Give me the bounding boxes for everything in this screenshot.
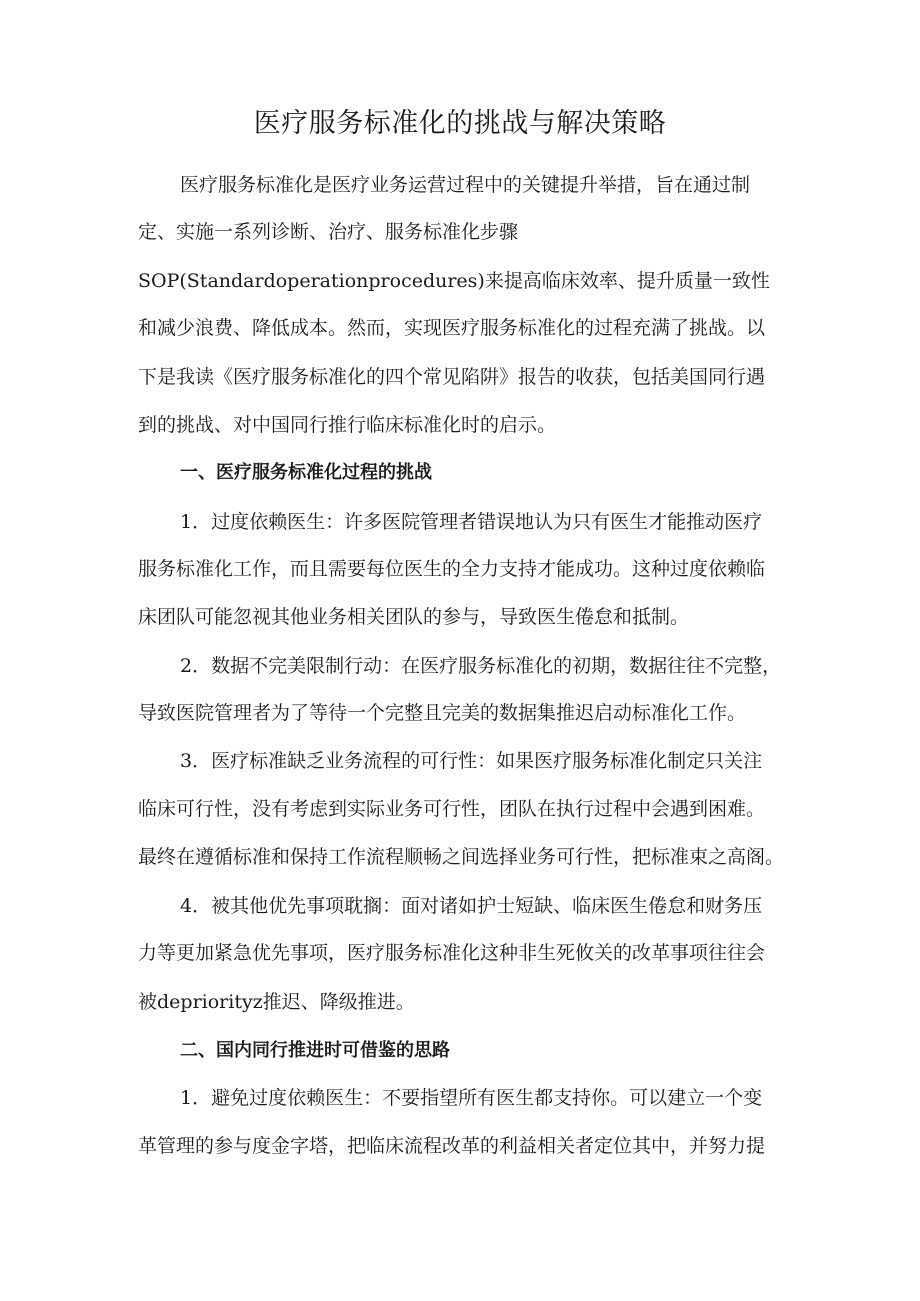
paragraph-line: 和减少浪费、降低成本。然而，实现医疗服务标准化的过程充满了挑战。以 xyxy=(138,317,766,339)
document-title: 医疗服务标准化的挑战与解决策略 xyxy=(253,108,667,139)
paragraph-line: 床团队可能忽视其他业务相关团队的参与，导致医生倦怠和抵制。 xyxy=(138,606,690,628)
paragraph-line: 2．数据不完美限制行动：在医疗服务标准化的初期，数据往往不完整， xyxy=(180,655,782,677)
paragraph-line: 最终在遵循标准和保持工作流程顺畅之间选择业务可行性，把标准束之高阁。 xyxy=(138,846,785,868)
paragraph-line: 医疗服务标准化是医疗业务运营过程中的关键提升举措，旨在通过制 xyxy=(180,174,751,196)
paragraph-line: SOP(Standardoperationprocedures)来提高临床效率、提升质量一致性 xyxy=(138,270,770,292)
section-heading: 一、医疗服务标准化过程的挑战 xyxy=(180,462,432,483)
paragraph-line: 下是我读《医疗服务标准化的四个常见陷阱》报告的收获，包括美国同行遇 xyxy=(138,366,766,388)
paragraph-line: 3．医疗标准缺乏业务流程的可行性：如果医疗服务标准化制定只关注 xyxy=(180,750,763,772)
paragraph-line: 力等更加紧急优先事项，医疗服务标准化这种非生死攸关的改革事项往往会 xyxy=(138,942,766,964)
paragraph-line: 被depriorityz推迟、降级推进。 xyxy=(138,991,415,1013)
paragraph-line: 革管理的参与度金字塔，把临床流程改革的利益相关者定位其中，并努力提 xyxy=(138,1135,766,1157)
paragraph-line: 定、实施一系列诊断、治疗、服务标准化步骤 xyxy=(138,221,519,243)
paragraph-line: 1．避免过度依赖医生：不要指望所有医生都支持你。可以建立一个变 xyxy=(180,1087,763,1109)
paragraph-line: 临床可行性，没有考虑到实际业务可行性，团队在执行过程中会遇到困难。 xyxy=(138,798,766,820)
paragraph-line: 4．被其他优先事项耽搁：面对诸如护士短缺、临床医生倦怠和财务压 xyxy=(180,895,763,917)
paragraph-line: 1．过度依赖医生：许多医院管理者错误地认为只有医生才能推动医疗 xyxy=(180,511,763,533)
paragraph-line: 服务标准化工作，而且需要每位医生的全力支持才能成功。这种过度依赖临 xyxy=(138,558,766,580)
paragraph-line: 导致医院管理者为了等待一个完整且完美的数据集推迟启动标准化工作。 xyxy=(138,702,747,724)
paragraph-line: 到的挑战、对中国同行推行临床标准化时的启示。 xyxy=(138,414,557,436)
section-heading: 二、国内同行推进时可借鉴的思路 xyxy=(180,1040,450,1061)
